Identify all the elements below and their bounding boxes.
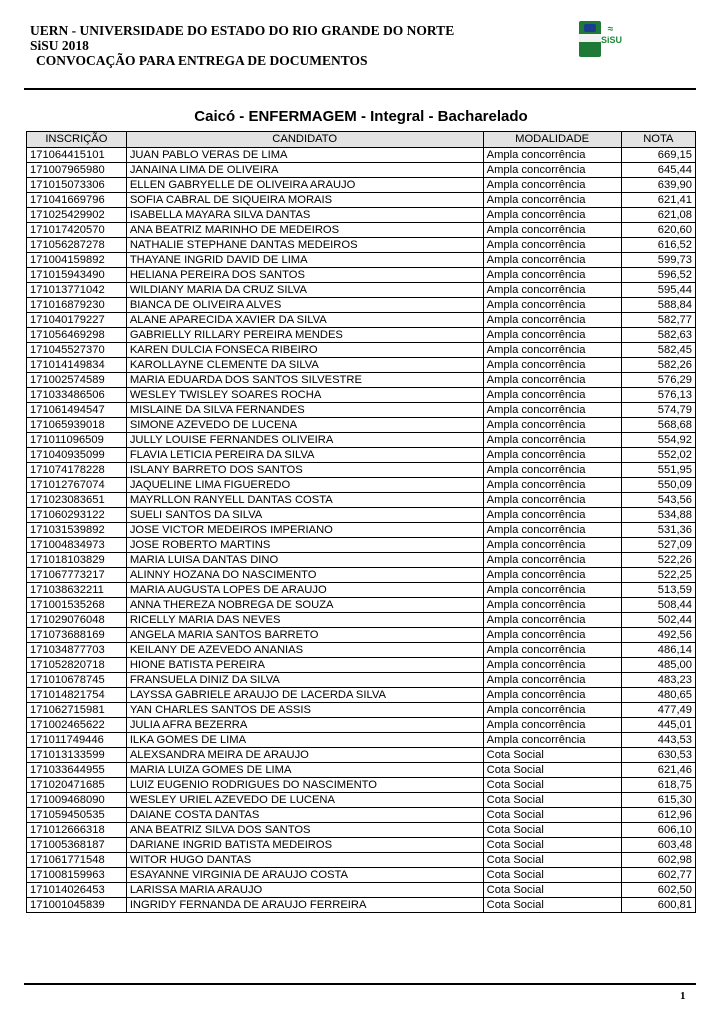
- table-row: [27, 643, 696, 658]
- cell-candidato: ISLANY BARRETO DOS SANTOS: [126, 463, 483, 478]
- cell-inscricao: 171012767074: [27, 478, 127, 493]
- cell-candidato: HIONE BATISTA PEREIRA: [126, 658, 483, 673]
- cell-inscricao: 171002465622: [27, 718, 127, 733]
- cell-nota: 588,84: [621, 298, 695, 313]
- document-subtitle: CONVOCAÇÃO PARA ENTREGA DE DOCUMENTOS: [36, 53, 368, 68]
- table-row: [27, 358, 696, 373]
- table-row: [27, 328, 696, 343]
- cell-nota: 602,77: [621, 868, 695, 883]
- cell-nota: 621,41: [621, 193, 695, 208]
- table-row: [27, 238, 696, 253]
- course-title: Caicó - ENFERMAGEM - Integral - Bacharelado: [194, 108, 528, 125]
- cell-inscricao: 171045527370: [27, 343, 127, 358]
- cell-inscricao: 171002574589: [27, 373, 127, 388]
- cell-nota: 602,98: [621, 853, 695, 868]
- cell-candidato: JOSE ROBERTO MARTINS: [126, 538, 483, 553]
- table-row: [27, 808, 696, 823]
- cell-candidato: GABRIELLY RILLARY PEREIRA MENDES: [126, 328, 483, 343]
- table-row: [27, 823, 696, 838]
- cell-nota: 543,56: [621, 493, 695, 508]
- cell-modalidade: Ampla concorrência: [483, 238, 621, 253]
- cell-modalidade: Cota Social: [483, 808, 621, 823]
- cell-inscricao: 171015073306: [27, 178, 127, 193]
- cell-nota: 552,02: [621, 448, 695, 463]
- cell-candidato: ELLEN GABRYELLE DE OLIVEIRA ARAUJO: [126, 178, 483, 193]
- cell-inscricao: 171013771042: [27, 283, 127, 298]
- cell-nota: 620,60: [621, 223, 695, 238]
- cell-nota: 603,48: [621, 838, 695, 853]
- cell-candidato: WESLEY TWISLEY SOARES ROCHA: [126, 388, 483, 403]
- cell-modalidade: Ampla concorrência: [483, 388, 621, 403]
- cell-nota: 550,09: [621, 478, 695, 493]
- cell-nota: 513,59: [621, 583, 695, 598]
- cell-modalidade: Ampla concorrência: [483, 583, 621, 598]
- cell-inscricao: 171065939018: [27, 418, 127, 433]
- cell-nota: 477,49: [621, 703, 695, 718]
- table-row: [27, 418, 696, 433]
- cell-modalidade: Cota Social: [483, 868, 621, 883]
- cell-inscricao: 171011749446: [27, 733, 127, 748]
- table-row: [27, 583, 696, 598]
- cell-modalidade: Ampla concorrência: [483, 223, 621, 238]
- cell-modalidade: Cota Social: [483, 853, 621, 868]
- cell-candidato: ANA BEATRIZ SILVA DOS SANTOS: [126, 823, 483, 838]
- cell-inscricao: 171004159892: [27, 253, 127, 268]
- cell-modalidade: Ampla concorrência: [483, 343, 621, 358]
- cell-candidato: JANAINA LIMA DE OLIVEIRA: [126, 163, 483, 178]
- cell-candidato: MISLAINE DA SILVA FERNANDES: [126, 403, 483, 418]
- uern-shield-icon: [579, 21, 601, 57]
- cell-candidato: BIANCA DE OLIVEIRA ALVES: [126, 298, 483, 313]
- sisu-logo-text: SiSU: [601, 35, 623, 45]
- cell-inscricao: 171020471685: [27, 778, 127, 793]
- table-row: [27, 508, 696, 523]
- table-row: [27, 553, 696, 568]
- table-row: [27, 838, 696, 853]
- cell-candidato: RICELLY MARIA DAS NEVES: [126, 613, 483, 628]
- table-row: [27, 493, 696, 508]
- cell-candidato: KEILANY DE AZEVEDO ANANIAS: [126, 643, 483, 658]
- cell-inscricao: 171056469298: [27, 328, 127, 343]
- table-row: [27, 343, 696, 358]
- cell-modalidade: Ampla concorrência: [483, 358, 621, 373]
- cell-nota: 551,95: [621, 463, 695, 478]
- table-row: [27, 898, 696, 913]
- cell-nota: 502,44: [621, 613, 695, 628]
- cell-modalidade: Ampla concorrência: [483, 163, 621, 178]
- cell-inscricao: 171067773217: [27, 568, 127, 583]
- cell-candidato: ESAYANNE VIRGINIA DE ARAUJO COSTA: [126, 868, 483, 883]
- cell-nota: 621,46: [621, 763, 695, 778]
- cell-inscricao: 171016879230: [27, 298, 127, 313]
- table-row: [27, 208, 696, 223]
- cell-candidato: LAYSSA GABRIELE ARAUJO DE LACERDA SILVA: [126, 688, 483, 703]
- cell-nota: 595,44: [621, 283, 695, 298]
- cell-modalidade: Cota Social: [483, 763, 621, 778]
- cell-inscricao: 171008159963: [27, 868, 127, 883]
- uern-sisu-logo: [579, 21, 623, 57]
- program-name: SiSU 2018: [30, 38, 89, 53]
- cell-nota: 576,13: [621, 388, 695, 403]
- cell-candidato: JAQUELINE LIMA FIGUEREDO: [126, 478, 483, 493]
- table-row: [27, 748, 696, 763]
- cell-modalidade: Cota Social: [483, 793, 621, 808]
- cell-candidato: SOFIA CABRAL DE SIQUEIRA MORAIS: [126, 193, 483, 208]
- cell-nota: 615,30: [621, 793, 695, 808]
- cell-candidato: FLAVIA LETICIA PEREIRA DA SILVA: [126, 448, 483, 463]
- cell-nota: 596,52: [621, 268, 695, 283]
- cell-candidato: WESLEY URIEL AZEVEDO DE LUCENA: [126, 793, 483, 808]
- cell-inscricao: 171033644955: [27, 763, 127, 778]
- cell-nota: 568,68: [621, 418, 695, 433]
- cell-candidato: ANGELA MARIA SANTOS BARRETO: [126, 628, 483, 643]
- table-row: [27, 763, 696, 778]
- cell-nota: 485,00: [621, 658, 695, 673]
- cell-modalidade: Ampla concorrência: [483, 538, 621, 553]
- sisu-logo-icon: ≈ SiSU: [601, 24, 623, 45]
- cell-modalidade: Ampla concorrência: [483, 313, 621, 328]
- table-row: [27, 568, 696, 583]
- cell-nota: 534,88: [621, 508, 695, 523]
- page-number: 1: [680, 990, 686, 1002]
- cell-modalidade: Ampla concorrência: [483, 703, 621, 718]
- table-row: [27, 298, 696, 313]
- document-header: [30, 23, 670, 68]
- table-row: [27, 868, 696, 883]
- cell-modalidade: Ampla concorrência: [483, 673, 621, 688]
- cell-modalidade: Cota Social: [483, 778, 621, 793]
- cell-inscricao: 171014821754: [27, 688, 127, 703]
- cell-modalidade: Cota Social: [483, 883, 621, 898]
- cell-inscricao: 171010678745: [27, 673, 127, 688]
- cell-nota: 669,15: [621, 148, 695, 163]
- cell-inscricao: 171061494547: [27, 403, 127, 418]
- table-row: [27, 688, 696, 703]
- cell-nota: 554,92: [621, 433, 695, 448]
- cell-inscricao: 171012666318: [27, 823, 127, 838]
- table-row: [27, 433, 696, 448]
- cell-modalidade: Ampla concorrência: [483, 403, 621, 418]
- cell-candidato: KAROLLAYNE CLEMENTE DA SILVA: [126, 358, 483, 373]
- table-row: [27, 313, 696, 328]
- cell-inscricao: 171007965980: [27, 163, 127, 178]
- cell-modalidade: Cota Social: [483, 823, 621, 838]
- cell-modalidade: Ampla concorrência: [483, 718, 621, 733]
- cell-candidato: SIMONE AZEVEDO DE LUCENA: [126, 418, 483, 433]
- cell-candidato: HELIANA PEREIRA DOS SANTOS: [126, 268, 483, 283]
- table-row: [27, 718, 696, 733]
- cell-inscricao: 171014149834: [27, 358, 127, 373]
- cell-modalidade: Cota Social: [483, 748, 621, 763]
- cell-inscricao: 171062715981: [27, 703, 127, 718]
- cell-candidato: JOSE VICTOR MEDEIROS IMPERIANO: [126, 523, 483, 538]
- cell-candidato: JULIA AFRA BEZERRA: [126, 718, 483, 733]
- table-row: [27, 523, 696, 538]
- cell-inscricao: 171033486506: [27, 388, 127, 403]
- cell-candidato: ANA BEATRIZ MARINHO DE MEDEIROS: [126, 223, 483, 238]
- cell-nota: 574,79: [621, 403, 695, 418]
- table-row: [27, 703, 696, 718]
- cell-nota: 483,23: [621, 673, 695, 688]
- table-row: [27, 733, 696, 748]
- cell-modalidade: Ampla concorrência: [483, 553, 621, 568]
- table-row: [27, 613, 696, 628]
- cell-inscricao: 171034877703: [27, 643, 127, 658]
- cell-nota: 531,36: [621, 523, 695, 538]
- cell-nota: 639,90: [621, 178, 695, 193]
- cell-modalidade: Ampla concorrência: [483, 253, 621, 268]
- table-header-row: [27, 132, 696, 148]
- table-row: [27, 478, 696, 493]
- cell-nota: 486,14: [621, 643, 695, 658]
- cell-nota: 645,44: [621, 163, 695, 178]
- table-row: [27, 148, 696, 163]
- cell-inscricao: 171017420570: [27, 223, 127, 238]
- cell-modalidade: Ampla concorrência: [483, 643, 621, 658]
- cell-inscricao: 171025429902: [27, 208, 127, 223]
- cell-candidato: JULLY LOUISE FERNANDES OLIVEIRA: [126, 433, 483, 448]
- cell-candidato: ALANE APARECIDA XAVIER DA SILVA: [126, 313, 483, 328]
- cell-inscricao: 171023083651: [27, 493, 127, 508]
- table-row: [27, 883, 696, 898]
- cell-modalidade: Ampla concorrência: [483, 628, 621, 643]
- cell-nota: 582,77: [621, 313, 695, 328]
- table-row: [27, 448, 696, 463]
- cell-nota: 600,81: [621, 898, 695, 913]
- cell-candidato: YAN CHARLES SANTOS DE ASSIS: [126, 703, 483, 718]
- cell-nota: 602,50: [621, 883, 695, 898]
- cell-nota: 443,53: [621, 733, 695, 748]
- cell-modalidade: Ampla concorrência: [483, 148, 621, 163]
- cell-candidato: JUAN PABLO VERAS DE LIMA: [126, 148, 483, 163]
- cell-modalidade: Ampla concorrência: [483, 328, 621, 343]
- cell-modalidade: Ampla concorrência: [483, 448, 621, 463]
- table-row: [27, 163, 696, 178]
- cell-candidato: NATHALIE STEPHANE DANTAS MEDEIROS: [126, 238, 483, 253]
- cell-nota: 606,10: [621, 823, 695, 838]
- cell-modalidade: Ampla concorrência: [483, 523, 621, 538]
- column-header-inscricao: INSCRIÇÃO: [27, 132, 127, 148]
- cell-inscricao: 171005368187: [27, 838, 127, 853]
- cell-nota: 508,44: [621, 598, 695, 613]
- table-row: [27, 373, 696, 388]
- cell-nota: 621,08: [621, 208, 695, 223]
- cell-candidato: WITOR HUGO DANTAS: [126, 853, 483, 868]
- cell-candidato: ISABELLA MAYARA SILVA DANTAS: [126, 208, 483, 223]
- cell-candidato: SUELI SANTOS DA SILVA: [126, 508, 483, 523]
- table-row: [27, 538, 696, 553]
- candidates-table: [26, 131, 696, 913]
- table-row: [27, 388, 696, 403]
- cell-candidato: KAREN DULCIA FONSECA RIBEIRO: [126, 343, 483, 358]
- cell-inscricao: 171040179227: [27, 313, 127, 328]
- cell-inscricao: 171052820718: [27, 658, 127, 673]
- header-divider: [24, 88, 696, 90]
- cell-modalidade: Ampla concorrência: [483, 178, 621, 193]
- cell-modalidade: Ampla concorrência: [483, 373, 621, 388]
- cell-nota: 582,63: [621, 328, 695, 343]
- cell-inscricao: 171031539892: [27, 523, 127, 538]
- footer-divider: [24, 983, 696, 985]
- cell-candidato: MARIA LUISA DANTAS DINO: [126, 553, 483, 568]
- cell-candidato: ILKA GOMES DE LIMA: [126, 733, 483, 748]
- cell-candidato: LUIZ EUGENIO RODRIGUES DO NASCIMENTO: [126, 778, 483, 793]
- cell-candidato: DAIANE COSTA DANTAS: [126, 808, 483, 823]
- cell-candidato: MARIA LUIZA GOMES DE LIMA: [126, 763, 483, 778]
- cell-nota: 582,26: [621, 358, 695, 373]
- cell-candidato: ANNA THEREZA NOBREGA DE SOUZA: [126, 598, 483, 613]
- column-header-modalidade: MODALIDADE: [483, 132, 621, 148]
- cell-candidato: MARIA AUGUSTA LOPES DE ARAUJO: [126, 583, 483, 598]
- cell-modalidade: Ampla concorrência: [483, 478, 621, 493]
- cell-candidato: WILDIANY MARIA DA CRUZ SILVA: [126, 283, 483, 298]
- institution-title: UERN - UNIVERSIDADE DO ESTADO DO RIO GRANDE DO NORTE: [30, 23, 455, 38]
- cell-inscricao: 171004834973: [27, 538, 127, 553]
- cell-candidato: THAYANE INGRID DAVID DE LIMA: [126, 253, 483, 268]
- table-row: [27, 463, 696, 478]
- cell-inscricao: 171014026453: [27, 883, 127, 898]
- cell-modalidade: Ampla concorrência: [483, 598, 621, 613]
- cell-inscricao: 171073688169: [27, 628, 127, 643]
- cell-modalidade: Ampla concorrência: [483, 508, 621, 523]
- cell-modalidade: Ampla concorrência: [483, 283, 621, 298]
- table-row: [27, 658, 696, 673]
- table-row: [27, 673, 696, 688]
- cell-nota: 522,25: [621, 568, 695, 583]
- cell-candidato: MARIA EDUARDA DOS SANTOS SILVESTRE: [126, 373, 483, 388]
- cell-inscricao: 171064415101: [27, 148, 127, 163]
- cell-modalidade: Ampla concorrência: [483, 613, 621, 628]
- cell-modalidade: Ampla concorrência: [483, 463, 621, 478]
- cell-nota: 616,52: [621, 238, 695, 253]
- cell-nota: 630,53: [621, 748, 695, 763]
- cell-modalidade: Cota Social: [483, 838, 621, 853]
- cell-candidato: FRANSUELA DINIZ DA SILVA: [126, 673, 483, 688]
- cell-modalidade: Ampla concorrência: [483, 193, 621, 208]
- cell-modalidade: Cota Social: [483, 898, 621, 913]
- cell-candidato: LARISSA MARIA ARAUJO: [126, 883, 483, 898]
- cell-nota: 582,45: [621, 343, 695, 358]
- cell-modalidade: Ampla concorrência: [483, 208, 621, 223]
- cell-inscricao: 171001535268: [27, 598, 127, 613]
- cell-inscricao: 171059450535: [27, 808, 127, 823]
- table-row: [27, 403, 696, 418]
- table-row: [27, 268, 696, 283]
- cell-inscricao: 171038632211: [27, 583, 127, 598]
- cell-inscricao: 171001045839: [27, 898, 127, 913]
- cell-inscricao: 171013133599: [27, 748, 127, 763]
- cell-candidato: INGRIDY FERNANDA DE ARAUJO FERREIRA: [126, 898, 483, 913]
- cell-modalidade: Ampla concorrência: [483, 298, 621, 313]
- cell-modalidade: Ampla concorrência: [483, 433, 621, 448]
- cell-nota: 522,26: [621, 553, 695, 568]
- cell-inscricao: 171029076048: [27, 613, 127, 628]
- cell-inscricao: 171060293122: [27, 508, 127, 523]
- table-row: [27, 778, 696, 793]
- cell-modalidade: Ampla concorrência: [483, 688, 621, 703]
- cell-modalidade: Ampla concorrência: [483, 493, 621, 508]
- cell-nota: 480,65: [621, 688, 695, 703]
- cell-inscricao: 171041669796: [27, 193, 127, 208]
- cell-inscricao: 171040935099: [27, 448, 127, 463]
- cell-nota: 445,01: [621, 718, 695, 733]
- table-row: [27, 853, 696, 868]
- cell-inscricao: 171009468090: [27, 793, 127, 808]
- cell-nota: 599,73: [621, 253, 695, 268]
- column-header-candidato: CANDIDATO: [126, 132, 483, 148]
- table-row: [27, 253, 696, 268]
- cell-modalidade: Ampla concorrência: [483, 268, 621, 283]
- cell-candidato: ALEXSANDRA MEIRA DE ARAUJO: [126, 748, 483, 763]
- cell-inscricao: 171011096509: [27, 433, 127, 448]
- cell-inscricao: 171015943490: [27, 268, 127, 283]
- cell-nota: 618,75: [621, 778, 695, 793]
- cell-nota: 612,96: [621, 808, 695, 823]
- cell-candidato: DARIANE INGRID BATISTA MEDEIROS: [126, 838, 483, 853]
- cell-inscricao: 171074178228: [27, 463, 127, 478]
- cell-candidato: ALINNY HOZANA DO NASCIMENTO: [126, 568, 483, 583]
- table-row: [27, 193, 696, 208]
- cell-inscricao: 171061771548: [27, 853, 127, 868]
- cell-inscricao: 171018103829: [27, 553, 127, 568]
- cell-modalidade: Ampla concorrência: [483, 568, 621, 583]
- column-header-nota: NOTA: [621, 132, 695, 148]
- cell-nota: 492,56: [621, 628, 695, 643]
- cell-inscricao: 171056287278: [27, 238, 127, 253]
- cell-modalidade: Ampla concorrência: [483, 733, 621, 748]
- table-row: [27, 178, 696, 193]
- table-row: [27, 598, 696, 613]
- cell-nota: 527,09: [621, 538, 695, 553]
- cell-nota: 576,29: [621, 373, 695, 388]
- cell-modalidade: Ampla concorrência: [483, 418, 621, 433]
- table-row: [27, 628, 696, 643]
- table-row: [27, 223, 696, 238]
- table-row: [27, 793, 696, 808]
- table-row: [27, 283, 696, 298]
- cell-modalidade: Ampla concorrência: [483, 658, 621, 673]
- cell-candidato: MAYRLLON RANYELL DANTAS COSTA: [126, 493, 483, 508]
